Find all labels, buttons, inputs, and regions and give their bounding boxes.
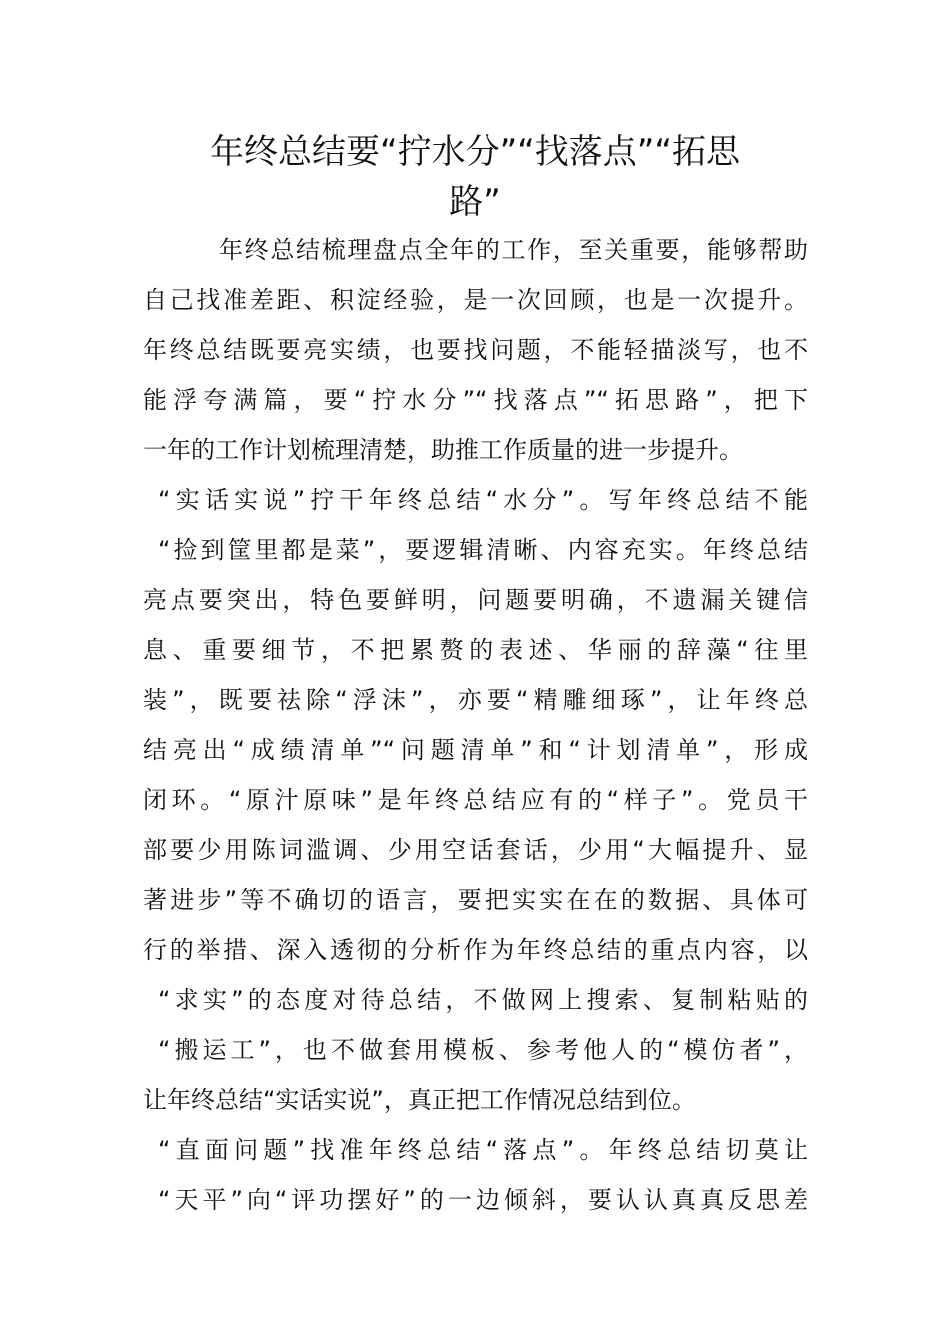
paragraph-2-line-6: 结亮出“成绩清单”“问题清单”和“计划清单”，形成: [143, 736, 808, 764]
paragraph-2-line-11: “求实”的态度对待总结，不做网上搜索、复制粘贴的: [158, 986, 808, 1014]
paragraph-2-line-1: “实话实说”拧干年终总结“水分”。写年终总结不能: [158, 486, 808, 514]
paragraph-2-line-8: 部要少用陈词滥调、少用空话套话，少用“大幅提升、显: [143, 836, 808, 864]
paragraph-2-line-9: 著进步”等不确切的语言，要把实实在在的数据、具体可: [143, 886, 808, 914]
paragraph-3-line-1: “直面问题”找准年终总结“落点”。年终总结切莫让: [158, 1136, 808, 1164]
paragraph-2-line-5: 装”，既要祛除“浮沫”，亦要“精雕细琢”，让年终总: [143, 686, 808, 714]
paragraph-2-line-3: 亮点要突出，特色要鲜明，问题要明确，不遗漏关键信: [143, 586, 808, 614]
paragraph-1-line-5: 一年的工作计划梳理清楚，助推工作质量的进一步提升。: [143, 436, 743, 464]
paragraph-1-line-2: 自己找准差距、积淀经验，是一次回顾，也是一次提升。: [143, 286, 808, 314]
document-title-line-2: 路”: [449, 182, 501, 222]
paragraph-1-line-3: 年终总结既要亮实绩，也要找问题，不能轻描淡写，也不: [143, 336, 808, 364]
paragraph-1-line-4: 能浮夸满篇，要“拧水分”“找落点”“拓思路”，把下: [143, 386, 808, 414]
paragraph-2-line-2: “捡到筐里都是菜”，要逻辑清晰、内容充实。年终总结: [158, 536, 808, 564]
paragraph-1-line-1: 年终总结梳理盘点全年的工作，至关重要，能够帮助: [219, 236, 808, 264]
paragraph-2-line-12: “搬运工”，也不做套用模板、参考他人的“模仿者”，: [158, 1036, 808, 1064]
paragraph-2-line-10: 行的举措、深入透彻的分析作为年终总结的重点内容，以: [143, 936, 808, 964]
paragraph-2-line-13: 让年终总结“实话实说”，真正把工作情况总结到位。: [143, 1086, 696, 1114]
paragraph-3-line-2: “天平”向“评功摆好”的一边倾斜，要认认真真反思差: [158, 1186, 808, 1214]
document-title-line-1: 年终总结要“拧水分”“找落点”“拓思: [209, 132, 741, 172]
paragraph-2-line-4: 息、重要细节，不把累赘的表述、华丽的辞藻“往里: [143, 636, 808, 664]
paragraph-2-line-7: 闭环。“原汁原味”是年终总结应有的“样子”。党员干: [143, 786, 808, 814]
